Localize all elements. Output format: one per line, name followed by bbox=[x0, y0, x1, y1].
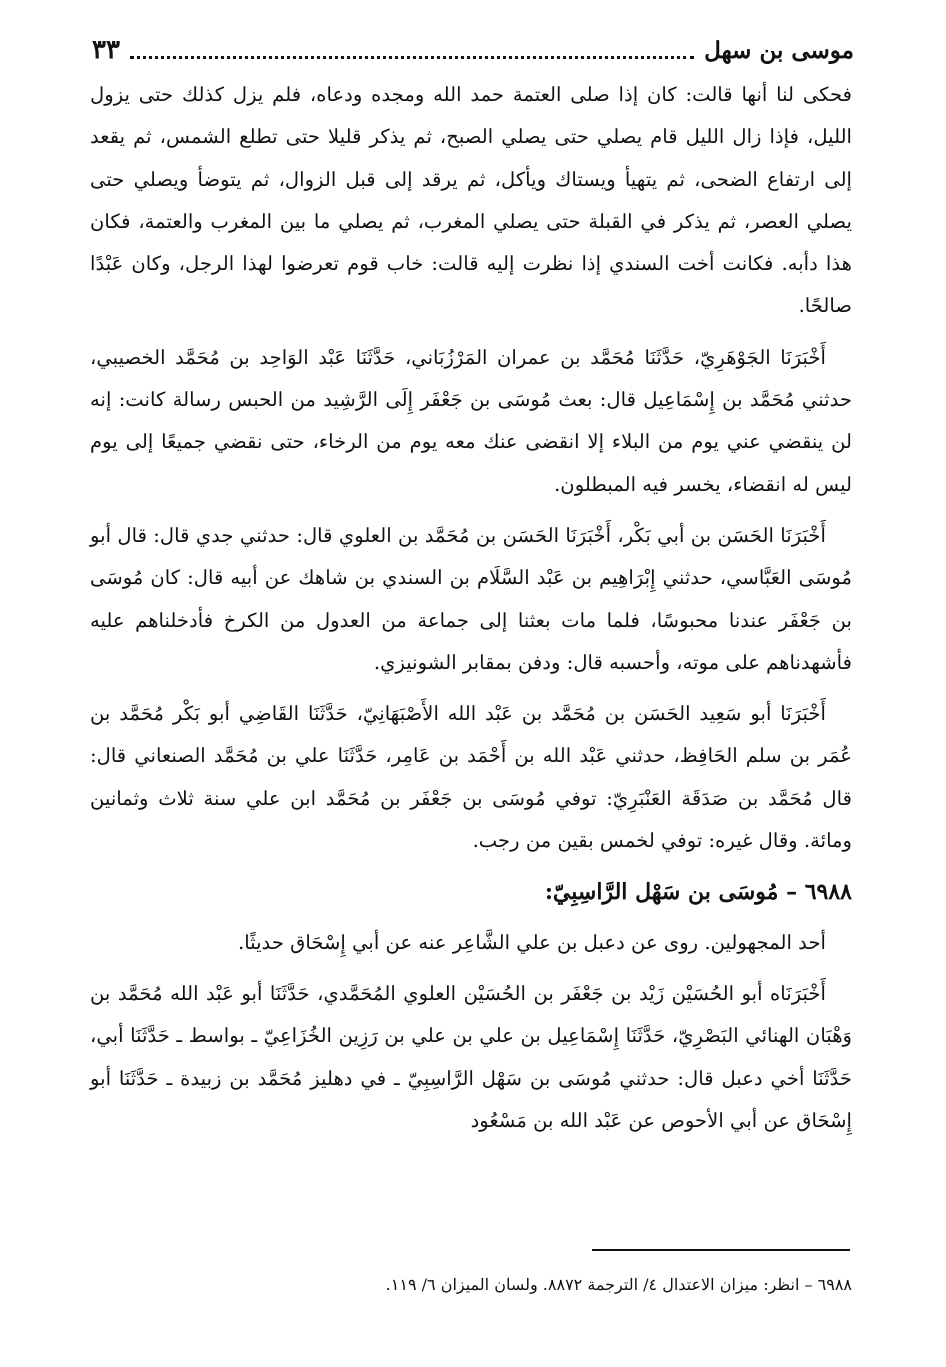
paragraph: أحد المجهولين. روى عن دعبل بن علي الشَّاعِر عنه عن أبي إِسْحَاق حديثًا. bbox=[237, 930, 826, 954]
entry-heading: ٦٩٨٨ – مُوسَى بن سَهْل الرَّاسِبِيّ: bbox=[544, 879, 852, 906]
footnote-separator bbox=[592, 1249, 850, 1251]
running-header bbox=[92, 28, 854, 72]
running-title: موسى بن سهل bbox=[704, 36, 854, 64]
page-number: ٣٣ bbox=[92, 35, 120, 65]
leader-dots bbox=[130, 56, 694, 59]
main-text bbox=[90, 74, 852, 1151]
paragraph: أَخْبَرَنَا الحَسَن بن أبي بَكْر، أَخْبَرَنَا الحَسَن بن مُحَمَّد بن العلوي قال: حدثني جدي قال: قال أبو مُوسَى العَبَّاسي، حدثني إِبْرَاهِيم بن عَبْد السَّلَام بن السندي بن شاهك عن أبيه قال: كان مُوسَى بن جَعْفَر عندنا محبوسًا، فلما مات بعثنا إلى جماعة من العدول من الكرخ فأدخلناهم عليه فأشهدناهم على موته، وأحسبه قال: ودفن بمقابر الشونيزي. bbox=[90, 523, 852, 674]
paragraph: أَخْبَرَنَاه أبو الحُسَيْن زَيْد بن جَعْفَر بن الحُسَيْن العلوي المُحَمَّدي، حَدَّثَنَا أبو عَبْد الله مُحَمَّد بن وَهْبَان الهنائي البَصْرِيّ، حَدَّثَنَا إِسْمَاعِيل بن علي بن علي بن رَزِين الخُزَاعِيّ ـ بواسط ـ حَدَّثَنَا أبي، حَدَّثَنَا أخي دعبل قال: حدثني مُوسَى بن سَهْل الرَّاسِبِيّ ـ في دهليز مُحَمَّد بن زبيدة ـ حَدَّثَنَا أبو إِسْحَاق عن أبي الأحوص عن عَبْد الله بن مَسْعُود bbox=[90, 981, 852, 1132]
paragraph: أَخْبَرَنَا أبو سَعِيد الحَسَن بن مُحَمَّد بن عَبْد الله الأَصْبَهَانِيّ، حَدَّثَنَا القَاضِي أبو بَكْر مُحَمَّد بن عُمَر بن سلم الحَافِظ، حدثني عَبْد الله بن أَحْمَد بن عَامِر، حَدَّثَنَا علي بن مُحَمَّد الصنعاني قال: قال مُحَمَّد بن صَدَقَة العَنْبَرِيّ: توفي مُوسَى بن جَعْفَر بن مُحَمَّد ابن علي سنة ثلاث وثمانين ومائة. وقال غيره: توفي لخمس بقين من رجب. bbox=[90, 702, 852, 853]
footnote: ٦٩٨٨ – انظر: ميزان الاعتدال ٤/ الترجمة ٨٨٧٢. ولسان الميزان ٦/ ١١٩. bbox=[385, 1275, 852, 1294]
paragraph: فحكى لنا أنها قالت: كان إذا صلى العتمة حمد الله ومجده ودعاه، فلم يزل كذلك حتى يزول الليل، فإذا زال الليل قام يصلي حتى يصلي الصبح، ثم يذكر قليلا حتى تطلع الشمس، ثم يقعد إلى ارتفاع الضحى، ثم يتهيأ ويستاك ويأكل، ثم يرقد إلى قبل الزوال، ثم يتوضأ ويصلي حتى يصلي العصر، ثم يذكر في القبلة حتى يصلي المغرب، ثم يصلي ما بين المغرب والعتمة، فكان هذا دأبه. فكانت أخت السندي إذا نظرت إليه قالت: خاب قوم تعرضوا لهذا الرجل، وكان عَبْدًا صالحًا. bbox=[90, 83, 852, 318]
paragraph: أَخْبَرَنَا الجَوْهَرِيّ، حَدَّثَنَا مُحَمَّد بن عمران المَرْزُبَاني، حَدَّثَنَا عَبْد الوَاحِد بن مُحَمَّد الخصيبي، حدثني مُحَمَّد بن إِسْمَاعِيل قال: بعث مُوسَى بن جَعْفَر إِلَى الرَّشِيد من الحبس رسالة كانت: إنه لن ينقضي عني يوم من البلاء إلا انقضى عنك معه يوم من الرخاء، حتى نقضي جميعًا إلى يوم ليس له انقضاء، يخسر فيه المبطلون. bbox=[90, 345, 852, 496]
